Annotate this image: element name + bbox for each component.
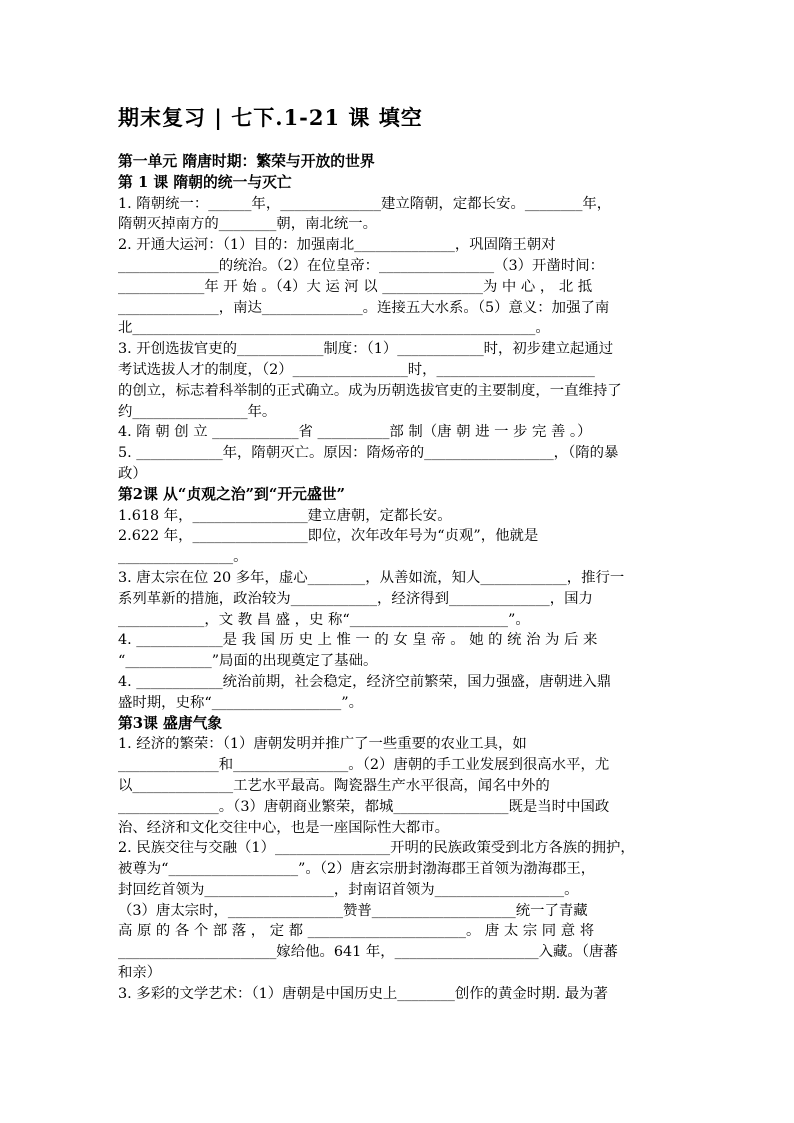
section-heading: 第一单元 隋唐时期：繁荣与开放的世界 [118, 153, 375, 170]
section-heading: 第 1 课 隋朝的统一与灭亡 [118, 173, 292, 191]
text-line: “____________”局面的出现奠定了基础。 [118, 653, 378, 670]
text-line: 4. ____________是 我 国 历 史 上 惟 一 的 女 皇 帝 。 她 的 统 治 为 后 来 [118, 632, 598, 649]
text-line: 3. 开创选拔官吏的____________制度：（1）____________时，初步建立起通过 [118, 341, 614, 358]
text-line: 2. 民族交往与交融（1）________________开明的民族政策受到北方各族的拥护， [118, 840, 635, 857]
text-line: 系列革新的措施，政治较为____________，经济得到______________，国力 [118, 590, 593, 607]
text-line: 考试选拔人才的制度，（2）________________时，______________________ [118, 361, 595, 378]
text-line: 以______________工艺水平最高。陶瓷器生产水平很高，闻名中外的 [118, 777, 550, 794]
text-line: 4. 隋 朝 创 立 ____________省 __________部 制（唐 朝 进 一 步 完 善 。） [118, 424, 592, 441]
text-line: 隋朝灭掉南方的________朝，南北统一。 [118, 216, 378, 233]
text-line: 5. ____________年，隋朝灭亡。原因：隋炀帝的__________________，（隋的暴 [118, 445, 619, 462]
text-line: 盛时期，史称“__________________”。 [118, 694, 363, 711]
text-line: 约________________年。 [118, 403, 277, 420]
text-line: 4. ____________统治前期，社会稳定，经济空前繁荣，国力强盛，唐朝进入鼎 [118, 673, 612, 690]
text-line: 和亲） [118, 965, 162, 982]
text-line: ______________的统治。（2）在位皇帝：________________（3）开凿时间： [118, 257, 605, 274]
text-line: 1.618 年，________________建立唐朝，定都长安。 [118, 507, 452, 524]
text-line: 的创立，标志着科举制的正式确立。成为历朝选拔官吏的主要制度，一直维持了 [118, 382, 622, 399]
section-heading: 第3课 盛唐气象 [118, 714, 223, 732]
text-line: 政） [118, 465, 147, 482]
text-line: 封回纥首领为__________________，封南诏首领为__________________。 [118, 881, 579, 898]
text-line: 被尊为“__________________”。（2）唐玄宗册封渤海郡王首领为渤海郡王， [118, 861, 596, 878]
text-line: 1. 经济的繁荣：（1）唐朝发明并推广了一些重要的农业工具，如 [118, 736, 527, 753]
text-line: （3）唐太宗时，________________赞普____________________统一了青藏 [118, 902, 588, 919]
text-line: ____________，文 教 昌 盛 ，史 称“______________________”。 [118, 611, 530, 628]
text-line: 3. 唐太宗在位 20 多年，虚心________，从善如流，知人____________，推行一 [118, 569, 625, 586]
text-line: 高 原 的 各 个 部 落 ， 定 都 ______________________。 唐 太 宗 同 意 将 [118, 923, 595, 940]
text-line: 2.622 年，________________即位，次年改年号为“贞观”，他就是 [118, 528, 539, 545]
text-line: 1. 隋朝统一：______年，______________建立隋朝，定都长安。________年， [118, 195, 612, 212]
document-body [118, 152, 676, 1005]
text-line: 2. 开通大运河：（1）目的：加强南北______________，巩固隋王朝对 [118, 237, 556, 254]
text-line: ______________。（3）唐朝商业繁荣，都城________________既是当时中国政 [118, 798, 610, 815]
section-heading: 第2课 从“贞观之治”到“开元盛世” [118, 485, 346, 503]
text-line: 3. 多彩的文学艺术：（1）唐朝是中国历史上________创作的黄金时期. 最为著 [118, 985, 608, 1002]
text-line: ______________和________________。（2）唐朝的手工业发展到很高水平，尤 [118, 757, 610, 774]
text-line: ______________，南达______________。连接五大水系。（5）意义：加强了南 [118, 299, 610, 316]
document-title: 期末复习 | 七下.1-21 课 填空 [118, 105, 423, 130]
text-line: ______________________嫁给他。641 年，____________________入藏。（唐蕃 [118, 944, 618, 961]
text-line: 北________________________________________________________。 [118, 320, 550, 337]
text-line: 治、经济和文化交往中心，也是一座国际性大都市。 [118, 819, 449, 836]
text-line: ____________年 开 始 。（4）大 运 河 以 ______________为 中 心 ， 北 抵 [118, 278, 593, 295]
text-line: ________________。 [118, 549, 248, 566]
